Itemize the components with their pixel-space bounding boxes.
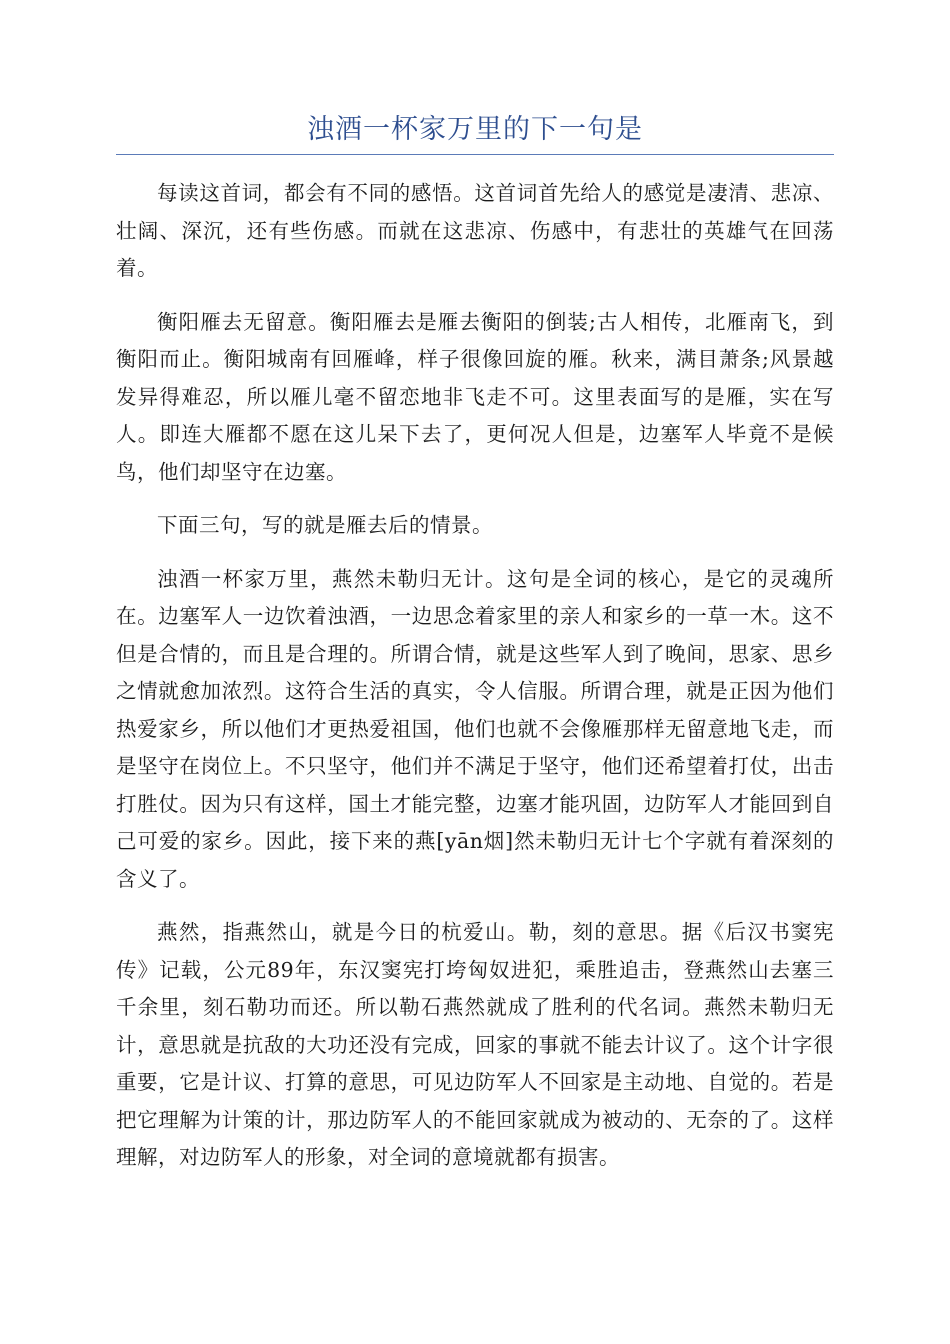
paragraph: 浊酒一杯家万里，燕然未勒归无计。这句是全词的核心，是它的灵魂所在。边塞军人一边饮着浊酒，一边思念着家里的亲人和家乡的一草一木。这不但是合情的，而且是合理的。所谓合情，就是这些军人到了晚间，思家、思乡之情就愈加浓烈。这符合生活的真实，令人信服。所谓合理，就是正因为他们热爱家乡，所以他们才更热爱祖国，他们也就不会像雁那样无留意地飞走，而是坚守在岗位上。不只坚守，他们并不满足于坚守，他们还希望着打仗，出击打胜仗。因为只有这样，国土才能完整，边塞才能巩固，边防军人才能回到自己可爱的家乡。因此，接下来的燕[yān烟]然未勒归无计七个字就有着深刻的含义了。 [116,566,834,891]
document-page [116,110,834,1193]
paragraph: 燕然，指燕然山，就是今日的杭爱山。勒，刻的意思。据《后汉书窦宪传》记载，公元89年，东汉窦宪打垮匈奴进犯，乘胜追击，登燕然山去塞三千余里，刻石勒功而还。所以勒石燕然就成了胜利的代名词。燕然未勒归无计，意思就是抗敌的大功还没有完成，回家的事就不能去计议了。这个计字很重要，它是计议、打算的意思，可见边防军人不回家是主动地、自觉的。若是把它理解为计策的计，那边防军人的不能回家就成为被动的、无奈的了。这样理解，对边防军人的形象，对全词的意境就都有损害。 [116,920,834,1169]
document-title: 浊酒一杯家万里的下一句是 [116,110,834,155]
document-body [116,175,834,1177]
paragraph: 衡阳雁去无留意。衡阳雁去是雁去衡阳的倒装;古人相传，北雁南飞，到衡阳而止。衡阳城南有回雁峰，样子很像回旋的雁。秋来，满目萧条;风景越发异得难忍，所以雁儿毫不留恋地非飞走不可。这里表面写的是雁，实在写人。即连大雁都不愿在这儿呆下去了，更何况人但是，边塞军人毕竟不是候鸟，他们却坚守在边塞。 [116,309,834,484]
paragraph: 每读这首词，都会有不同的感悟。这首词首先给人的感觉是凄清、悲凉、壮阔、深沉，还有些伤感。而就在这悲凉、伤感中，有悲壮的英雄气在回荡着。 [116,181,834,280]
paragraph: 下面三句，写的就是雁去后的情景。 [157,513,493,537]
